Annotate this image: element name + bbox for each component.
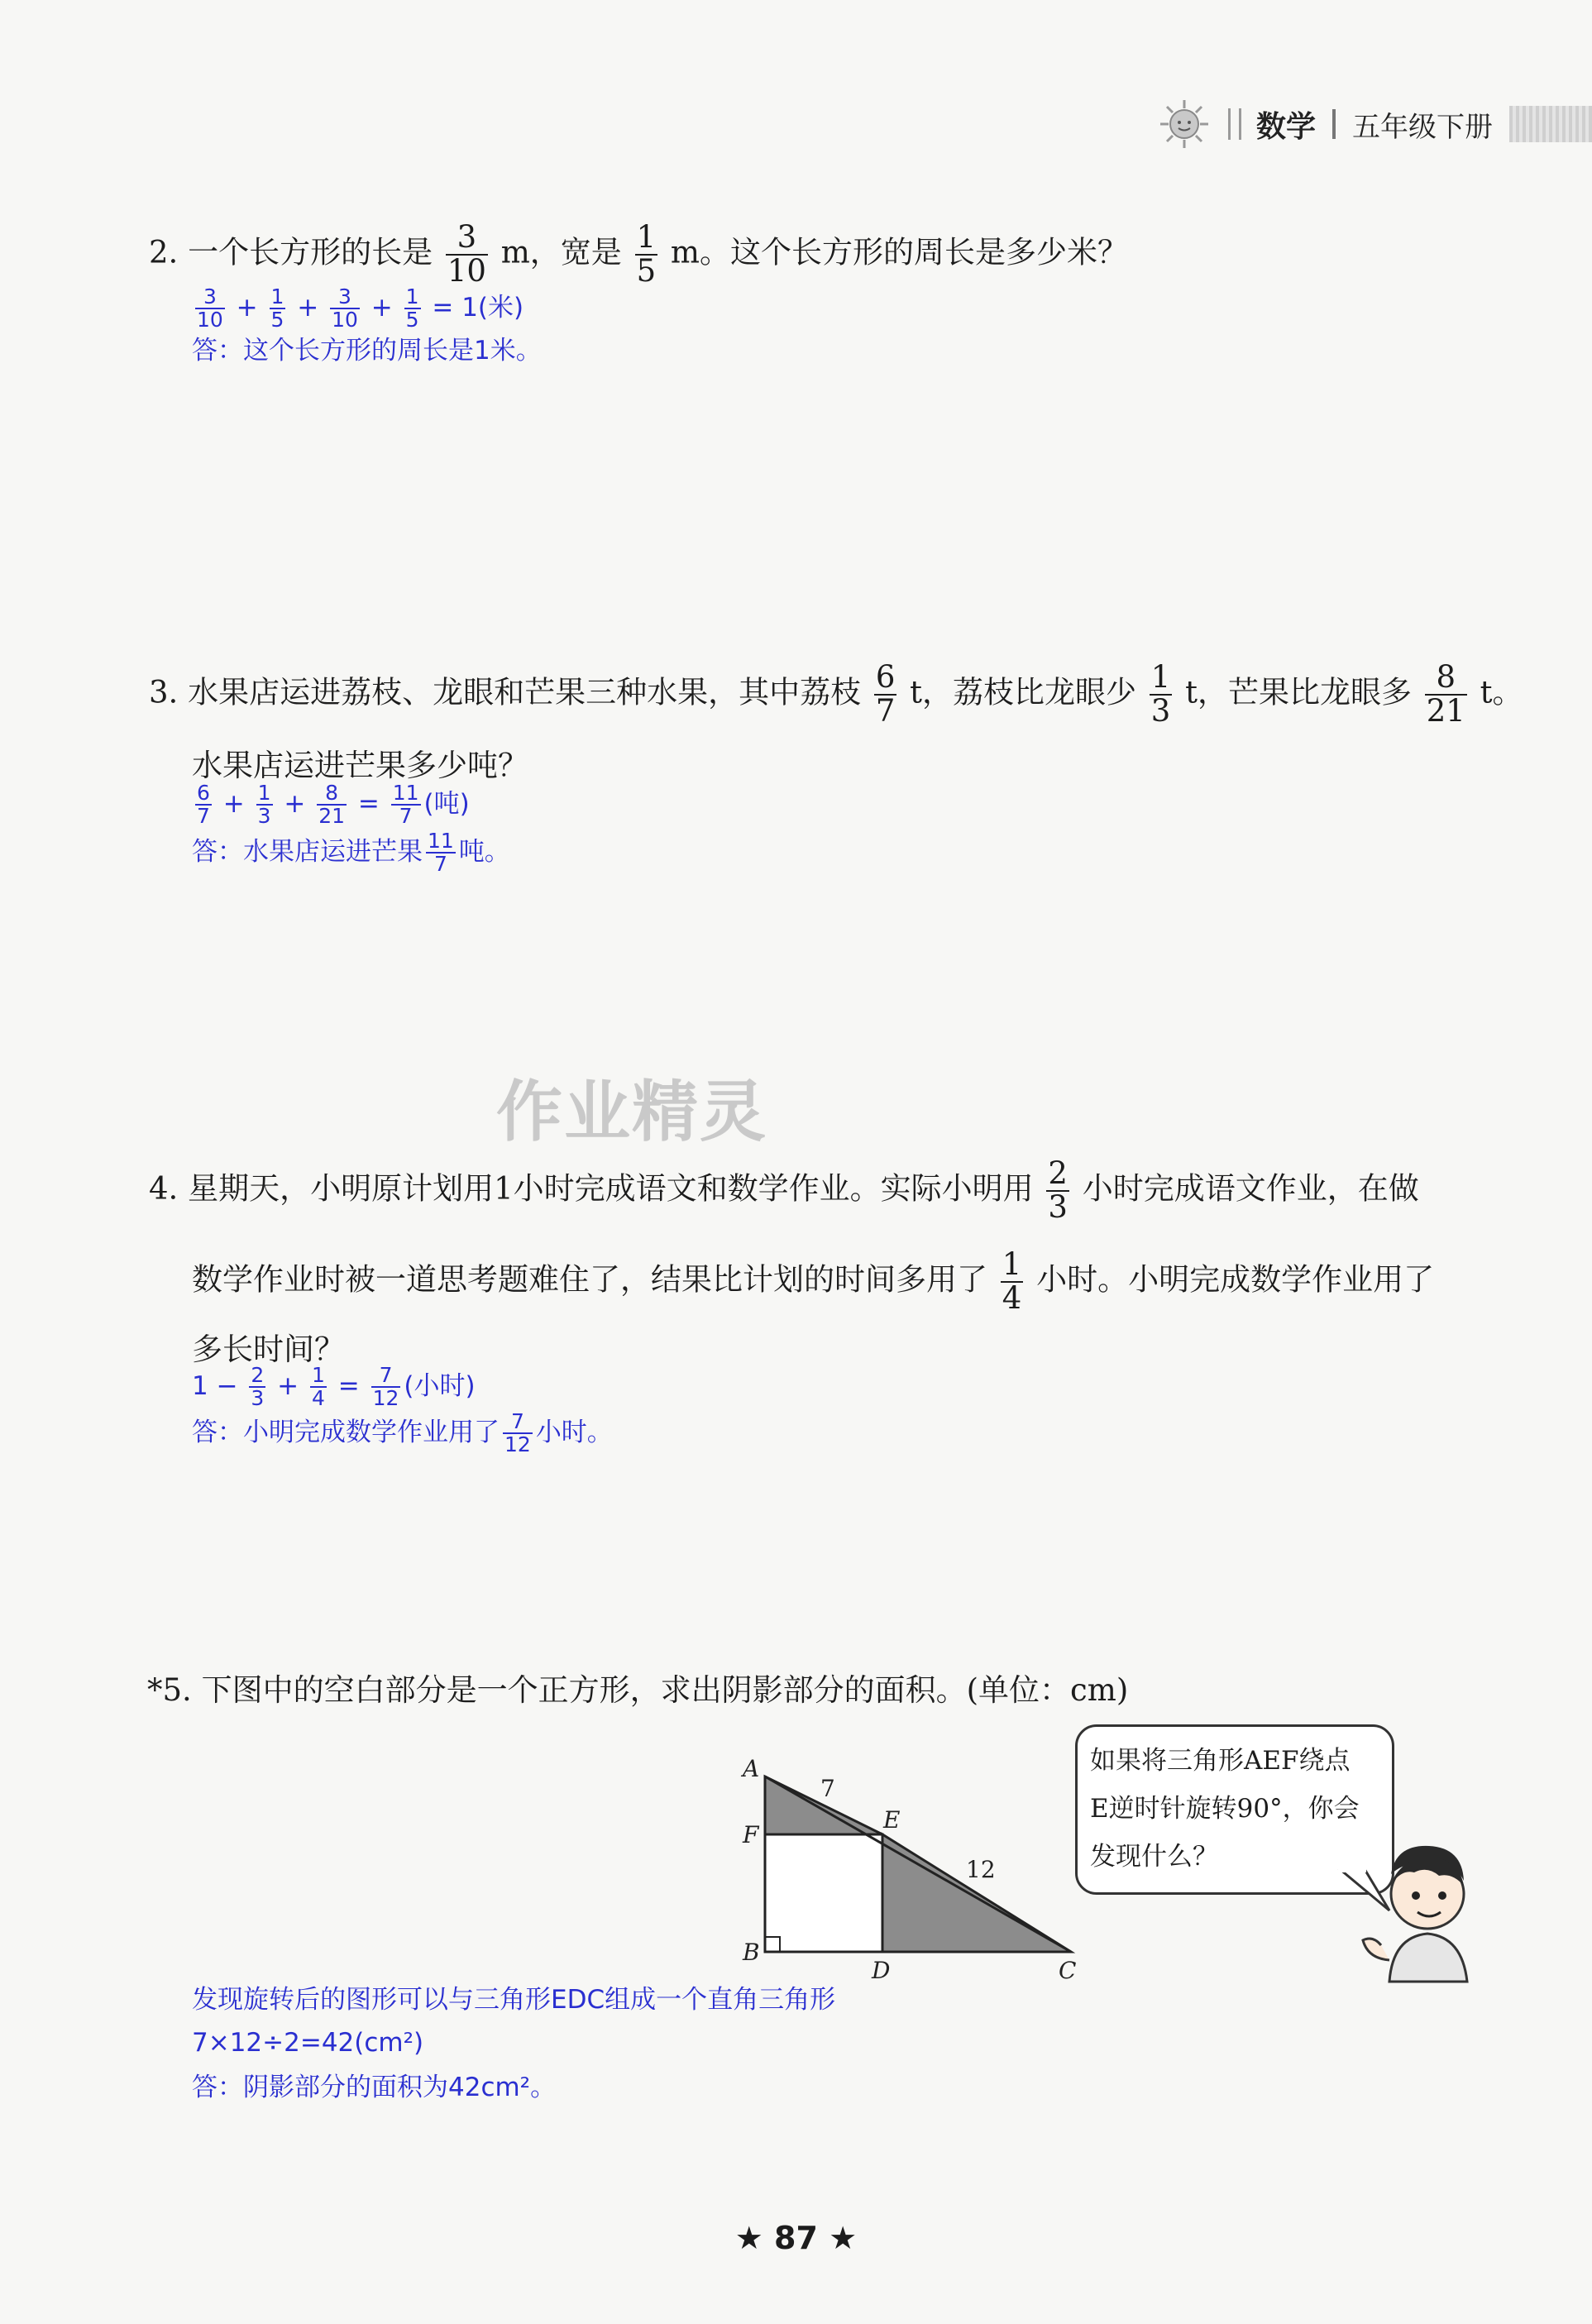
question-number: 4. bbox=[149, 1170, 179, 1207]
question-text: 数学作业时被一道思考题难住了，结果比计划的时间多用了 bbox=[192, 1261, 987, 1298]
label-c: C bbox=[1059, 1957, 1077, 1984]
answer-5-line2: 7×12÷2=42(cm²) bbox=[192, 2028, 424, 2058]
length-ae: 7 bbox=[820, 1775, 835, 1802]
label-f: F bbox=[743, 1821, 759, 1848]
fraction: $\frac{1}{3}$ bbox=[1150, 659, 1171, 729]
question-text: 水果店运进荔枝、龙眼和芒果三种水果，其中荔枝 bbox=[188, 674, 862, 710]
question-4-line3: 多长时间？ bbox=[192, 1332, 345, 1367]
question-text: t，芒果比龙眼多 bbox=[1185, 674, 1412, 710]
question-number: *5. bbox=[147, 1672, 192, 1708]
fraction: $\frac{1}{5}$ bbox=[405, 285, 419, 332]
equation-result: = 1(米) bbox=[432, 292, 524, 323]
question-5 bbox=[147, 1667, 1128, 1714]
fraction: $\frac{1}{4}$ bbox=[312, 1363, 325, 1411]
label-e: E bbox=[883, 1806, 901, 1834]
speech-bubble-text: 如果将三角形AEF绕点 E逆时针旋转90°，你会 发现什么？ bbox=[1090, 1746, 1360, 1872]
page-header bbox=[1159, 98, 1592, 151]
header-subject: 数学 bbox=[1255, 109, 1316, 144]
question-3-line2: 水果店运进芒果多少吨？ bbox=[192, 748, 528, 783]
question-3 bbox=[149, 659, 1523, 729]
watermark: 作业精灵 bbox=[496, 1074, 767, 1150]
question-number: 3. bbox=[149, 674, 179, 710]
page-number: ★ 87 ★ bbox=[734, 2220, 858, 2256]
answer-4-statement: 答：小明完成数学作业用了 $\frac{7}{12}$ 小时。 bbox=[192, 1409, 613, 1457]
question-4-line2 bbox=[192, 1246, 1435, 1316]
fraction: $\frac{1}{5}$ bbox=[636, 219, 657, 289]
header-grade: 五年级下册 bbox=[1352, 110, 1493, 144]
question-text: t。 bbox=[1480, 674, 1523, 710]
header-separator bbox=[1332, 109, 1336, 139]
question-text: m，宽是 bbox=[500, 234, 622, 270]
answer-5-line1: 发现旋转后的图形可以与三角形EDC组成一个直角三角形 bbox=[192, 1985, 836, 2015]
question-number: 2. bbox=[149, 234, 179, 270]
fraction: $\frac{6}{7}$ bbox=[197, 781, 210, 829]
unit: (小时) bbox=[404, 1370, 476, 1401]
header-stripe bbox=[1509, 106, 1592, 142]
question-text: 一个长方形的长是 bbox=[188, 234, 433, 270]
question-2 bbox=[149, 219, 1128, 289]
label-b: B bbox=[743, 1939, 760, 1966]
question-text: 小时。小明完成数学作业用了 bbox=[1036, 1261, 1435, 1298]
question-text: 星期天，小明原计划用1小时完成语文和数学作业。实际小明用 bbox=[188, 1170, 1034, 1207]
fraction: $\frac{3}{10}$ bbox=[447, 219, 486, 289]
question-text: t，荔枝比龙眼少 bbox=[910, 674, 1137, 710]
answer-2-statement: 答：这个长方形的周长是1米。 bbox=[192, 336, 542, 366]
answer-4-equation: 1 − $\frac{2}{3}$ + $\frac{1}{4}$ = $\frac{7}{12}$ (小时) bbox=[192, 1363, 476, 1411]
square-fbde bbox=[765, 1834, 882, 1952]
fraction: $\frac{2}{3}$ bbox=[1048, 1155, 1068, 1225]
fraction: $\frac{2}{3}$ bbox=[251, 1363, 265, 1411]
question-4 bbox=[149, 1155, 1419, 1225]
fraction: $\frac{3}{10}$ bbox=[197, 285, 223, 332]
boy-character-icon bbox=[1356, 1836, 1489, 1985]
header-divider bbox=[1228, 108, 1241, 140]
fraction: $\frac{1}{4}$ bbox=[1002, 1246, 1022, 1316]
question-text: 小时完成语文作业，在做 bbox=[1082, 1170, 1419, 1207]
answer-3-statement: 答：水果店运进芒果 $\frac{11}{7}$ 吨。 bbox=[192, 829, 510, 877]
geometry-figure bbox=[720, 1753, 1100, 1993]
question-text: 下图中的空白部分是一个正方形，求出阴影部分的面积。(单位：cm) bbox=[201, 1672, 1129, 1708]
fraction: $\frac{1}{3}$ bbox=[257, 781, 271, 829]
answer-3-equation: $\frac{6}{7}$ + $\frac{1}{3}$ + $\frac{8}{21}$ = $\frac{11}{7}$ (吨) bbox=[197, 781, 470, 829]
fraction: $\frac{11}{7}$ bbox=[428, 829, 454, 877]
fraction: $\frac{8}{21}$ bbox=[1426, 659, 1465, 729]
answer-2-equation: $\frac{3}{10}$ + $\frac{1}{5}$ + $\frac{3}{10}$ + $\frac{1}{5}$ = 1(米) bbox=[197, 285, 524, 332]
sun-mascot-icon bbox=[1159, 98, 1210, 150]
fraction: $\frac{11}{7}$ bbox=[392, 781, 419, 829]
fraction: $\frac{3}{10}$ bbox=[332, 285, 358, 332]
fraction: $\frac{7}{12}$ bbox=[372, 1363, 399, 1411]
label-d: D bbox=[872, 1957, 891, 1984]
fraction: $\frac{1}{5}$ bbox=[270, 285, 284, 332]
label-a: A bbox=[743, 1755, 760, 1782]
fraction: $\frac{7}{12}$ bbox=[504, 1409, 531, 1457]
question-text: m。这个长方形的周长是多少米？ bbox=[670, 234, 1128, 270]
answer-5-line3: 答：阴影部分的面积为42cm²。 bbox=[192, 2073, 557, 2102]
fraction: $\frac{8}{21}$ bbox=[318, 781, 345, 829]
fraction: $\frac{6}{7}$ bbox=[875, 659, 896, 729]
length-ec: 12 bbox=[966, 1856, 996, 1883]
unit: (吨) bbox=[423, 788, 470, 819]
